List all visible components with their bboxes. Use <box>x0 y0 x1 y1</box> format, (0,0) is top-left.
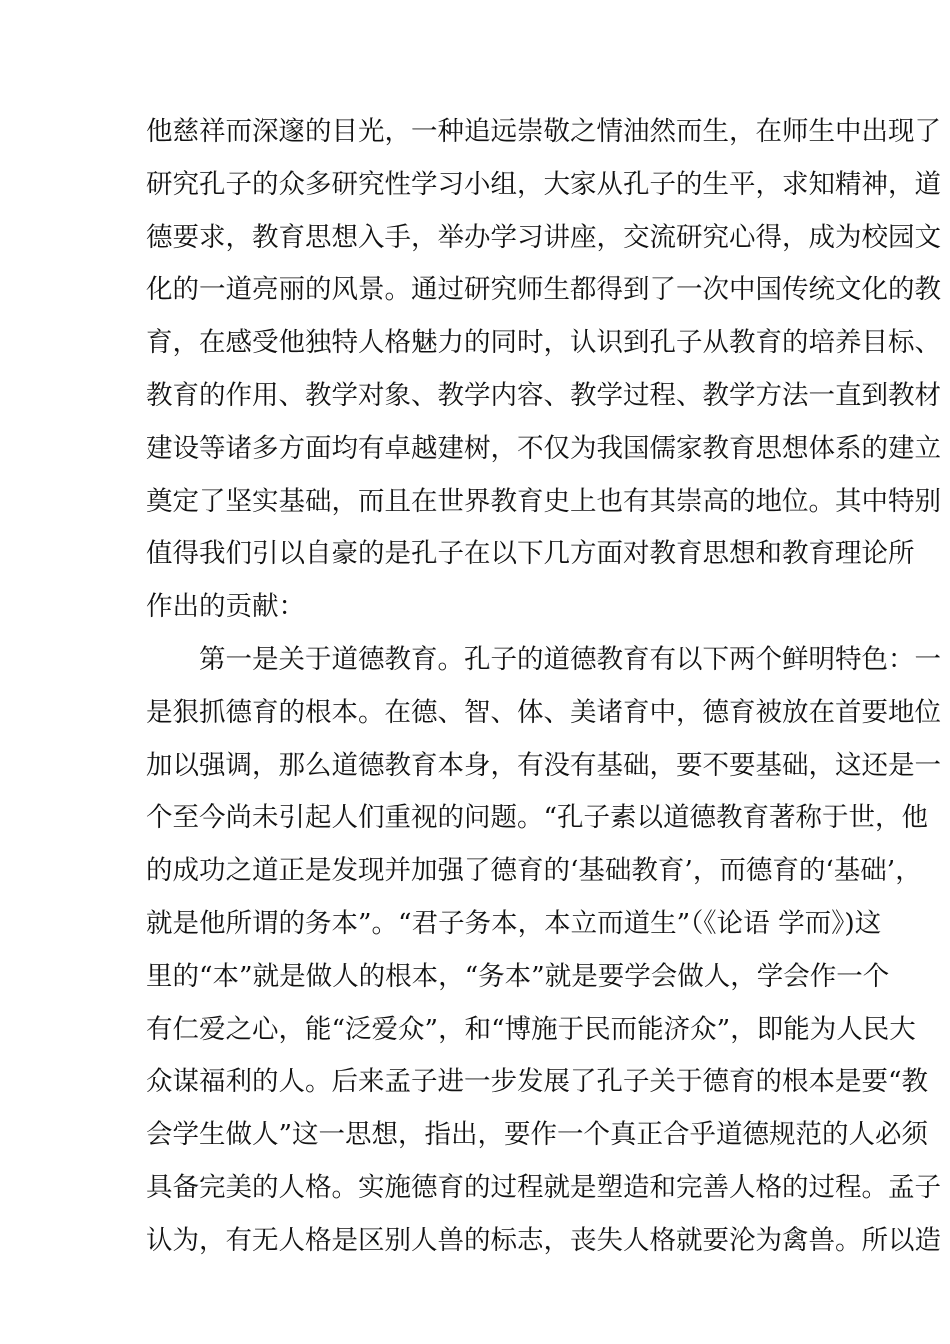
text-line: 他慈祥而深邃的目光，一种追远崇敬之情油然而生，在师生中出现了 <box>146 116 941 147</box>
text-line: 众谋福利的人。后来孟子进一步发展了孔子关于德育的根本是要“教 <box>146 1066 929 1098</box>
text-line: 作出的贡献： <box>146 591 305 623</box>
text-line: 具备完美的人格。实施德育的过程就是塑造和完善人格的过程。孟子 <box>146 1171 941 1203</box>
text-line: 建设等诸多方面均有卓越建树，不仅为我国儒家教育思想体系的建立 <box>146 432 941 464</box>
text-line: 研究孔子的众多研究性学习小组，大家从孔子的生平，求知精神，道 <box>146 168 941 200</box>
text-line: 就是他所谓的务本”。“君子务本，本立而道生”（《论语 学而》)这 <box>146 907 882 939</box>
paragraph-first-line: 第一是关于道德教育。孔子的道德教育有以下两个鲜明特色：一 <box>199 643 941 675</box>
text-line: 化的一道亮丽的风景。通过研究师生都得到了一次中国传统文化的教 <box>146 274 941 306</box>
text-line: 个至今尚未引起人们重视的问题。“孔子素以道德教育著称于世，他 <box>146 802 929 834</box>
text-line: 的成功之道正是发现并加强了德育的‘基础教育’，而德育的‘基础’， <box>146 855 922 887</box>
text-line: 值得我们引以自豪的是孔子在以下几方面对教育思想和教育理论所 <box>146 538 915 570</box>
text-line: 认为，有无人格是区别人兽的标志，丧失人格就要沦为禽兽。所以造 <box>146 1224 941 1256</box>
text-line: 会学生做人”这一思想，指出，要作一个真正合乎道德规范的人必须 <box>146 1119 929 1151</box>
text-line: 加以强调，那么道德教育本身，有没有基础，要不要基础，这还是一 <box>146 749 941 781</box>
text-line: 是狠抓德育的根本。在德、智、体、美诸育中，德育被放在首要地位 <box>146 696 941 728</box>
text-line: 奠定了坚实基础，而且在世界教育史上也有其崇高的地位。其中特别 <box>146 485 941 517</box>
text-line: 育，在感受他独特人格魅力的同时，认识到孔子从教育的培养目标、 <box>146 327 941 359</box>
body-text <box>146 106 941 1268</box>
text-line: 里的“本”就是做人的根本，“务本”就是要学会做人，学会作一个 <box>146 960 890 992</box>
text-line: 教育的作用、教学对象、教学内容、教学过程、教学方法一直到教材 <box>146 379 941 411</box>
text-line: 有仁爱之心，能“泛爱众”，和“博施于民而能济众”，即能为人民大 <box>146 1013 916 1045</box>
text-line: 德要求，教育思想入手，举办学习讲座，交流研究心得，成为校园文 <box>146 221 941 253</box>
